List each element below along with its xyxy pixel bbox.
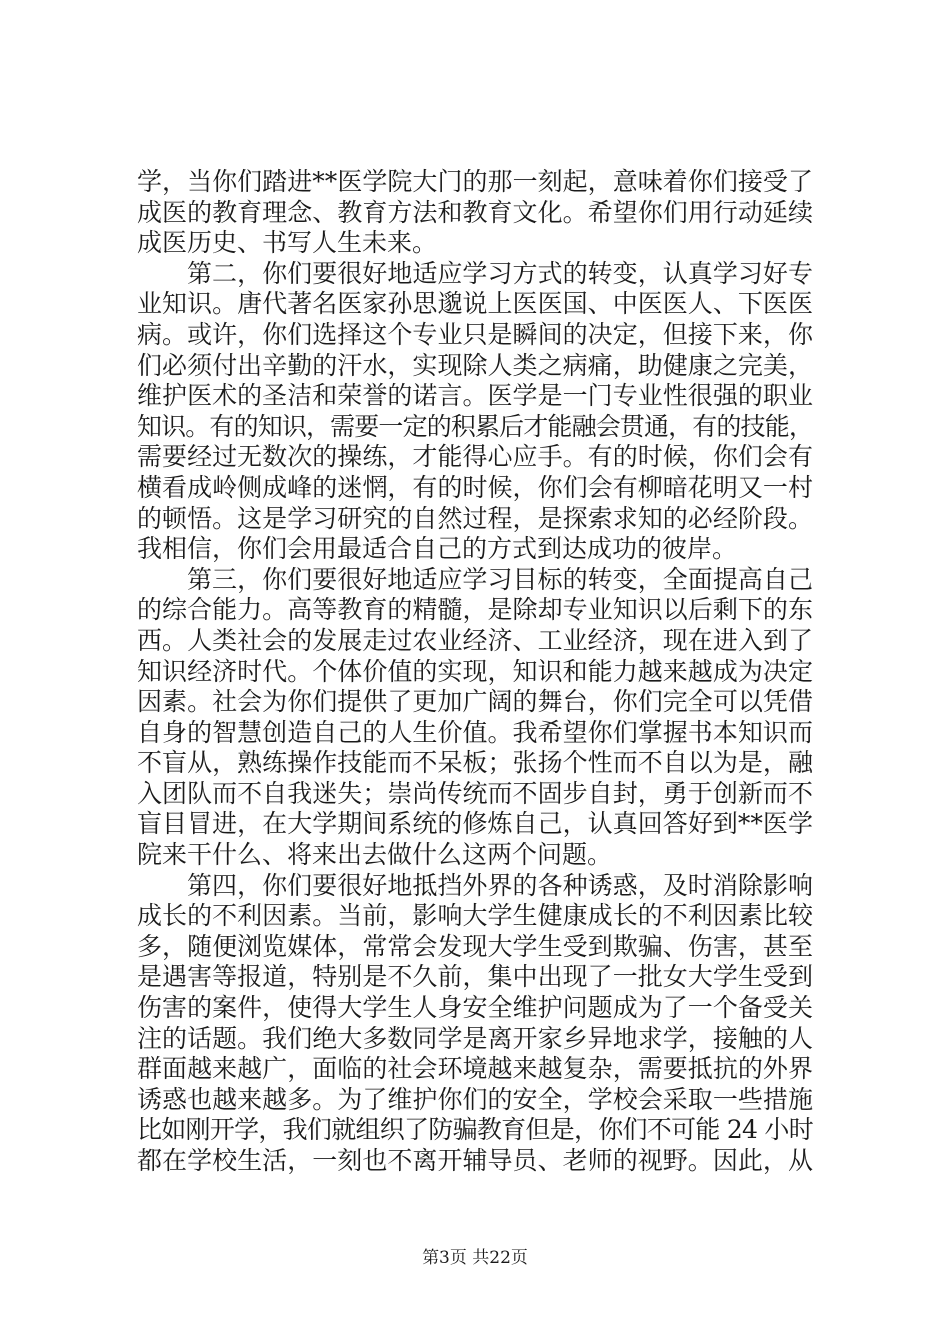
text-line: 的顿悟。这是学习研究的自然过程，是探索求知的必经阶段。 [137,503,813,533]
text-line-row [137,657,813,688]
text-line-row [137,932,813,963]
text-line: 西。人类社会的发展走过农业经济、工业经济，现在进入到了 [137,625,813,655]
text-line: 成医历史、书写人生未来。 [137,228,438,258]
text-line: 注的话题。我们绝大多数同学是离开家乡异地求学，接触的人 [137,1023,813,1053]
text-line-row [137,1024,813,1055]
text-line: 都在学校生活，一刻也不离开辅导员、老师的视野。因此，从 [137,1146,813,1175]
text-line: 维护医术的圣洁和荣誉的诺言。医学是一门专业性很强的职业 [137,381,813,411]
text-line-row [137,167,813,198]
text-line-row [137,626,813,657]
text-line: 第四，你们要很好地抵挡外界的各种诱惑，及时消除影响 [187,870,813,900]
text-line: 盲目冒进，在大学期间系统的修炼自己，认真回答好到**医学 [137,809,813,839]
text-line: 伤害的案件，使得大学生人身安全维护问题成为了一个备受关 [137,993,813,1023]
text-line-row [137,412,813,443]
text-line-row [137,504,813,535]
text-line-row [137,320,813,351]
text-line: 知识。有的知识，需要一定的积累后才能融会贯通，有的技能， [137,411,813,441]
text-line: 自身的智慧创造自己的人生价值。我希望你们掌握书本知识而 [137,717,813,747]
text-line: 入团队而不自我迷失；崇尚传统而不固步自封，勇于创新而不 [137,778,813,808]
text-line-row [137,351,813,382]
text-line: 是遇害等报道，特别是不久前，集中出现了一批女大学生受到 [137,962,813,992]
paragraph-first-line [137,871,813,902]
text-line: 病。或许，你们选择这个专业只是瞬间的决定，但接下来，你 [137,319,813,349]
text-line-row [137,809,813,840]
text-line-row [137,1054,813,1085]
body-text [137,167,813,1177]
text-line-row [137,748,813,779]
page-footer: 第3页 共22页 [422,1248,528,1268]
text-line: 我相信，你们会用最适合自己的方式到达成功的彼岸。 [137,534,738,564]
paragraph-first-line [137,259,813,290]
text-line-row [137,381,813,412]
paragraph-first-line [137,565,813,596]
text-line: 第三，你们要很好地适应学习目标的转变，全面提高自己 [187,564,813,594]
text-line-row [137,198,813,229]
text-line-row [137,1146,813,1177]
text-line-row [137,993,813,1024]
text-line: 知识经济时代。个体价值的实现，知识和能力越来越成为决定 [137,656,813,686]
text-line-row [137,534,813,565]
text-line-row [137,442,813,473]
text-line: 院来干什么、将来出去做什么这两个问题。 [137,840,613,870]
text-line-row [137,1115,813,1146]
text-line: 业知识。唐代著名医家孙思邈说上医医国、中医医人、下医医 [137,289,813,319]
text-line-row [137,779,813,810]
text-line: 成长的不利因素。当前，影响大学生健康成长的不利因素比较 [137,901,813,931]
text-line-row [137,687,813,718]
text-line-row [137,289,813,320]
text-line-row [137,840,813,871]
text-line: 群面越来越广，面临的社会环境越来越复杂，需要抵抗的外界 [137,1054,813,1084]
text-line: 不盲从，熟练操作技能而不呆板；张扬个性而不自以为是，融 [137,748,813,778]
text-line: 的综合能力。高等教育的精髓，是除却专业知识以后剩下的东 [137,595,813,625]
text-line-row [137,962,813,993]
text-line-row [137,901,813,932]
text-line: 第二，你们要很好地适应学习方式的转变，认真学习好专 [187,258,813,288]
text-line: 们必须付出辛勤的汗水，实现除人类之病痛，助健康之完美， [137,350,813,380]
text-line: 多，随便浏览媒体，常常会发现大学生受到欺骗、伤害，甚至 [137,931,813,961]
text-line: 比如刚开学，我们就组织了防骗教育但是，你们不可能 24 小时 [137,1115,813,1145]
text-line-row [137,473,813,504]
text-line: 横看成岭侧成峰的迷惘，有的时候，你们会有柳暗花明又一村 [137,472,813,502]
text-line: 成医的教育理念、教育方法和教育文化。希望你们用行动延续 [137,197,813,227]
text-line-row [137,228,813,259]
text-line: 学，当你们踏进**医学院大门的那一刻起，意味着你们接受了 [137,167,813,196]
text-line: 诱惑也越来越多。为了维护你们的安全，学校会采取一些措施 [137,1084,813,1114]
text-line-row [137,1085,813,1116]
text-line-row [137,718,813,749]
text-line: 需要经过无数次的操练，才能得心应手。有的时候，你们会有 [137,442,813,472]
text-line-row [137,595,813,626]
text-line: 因素。社会为你们提供了更加广阔的舞台，你们完全可以凭借 [137,687,813,717]
